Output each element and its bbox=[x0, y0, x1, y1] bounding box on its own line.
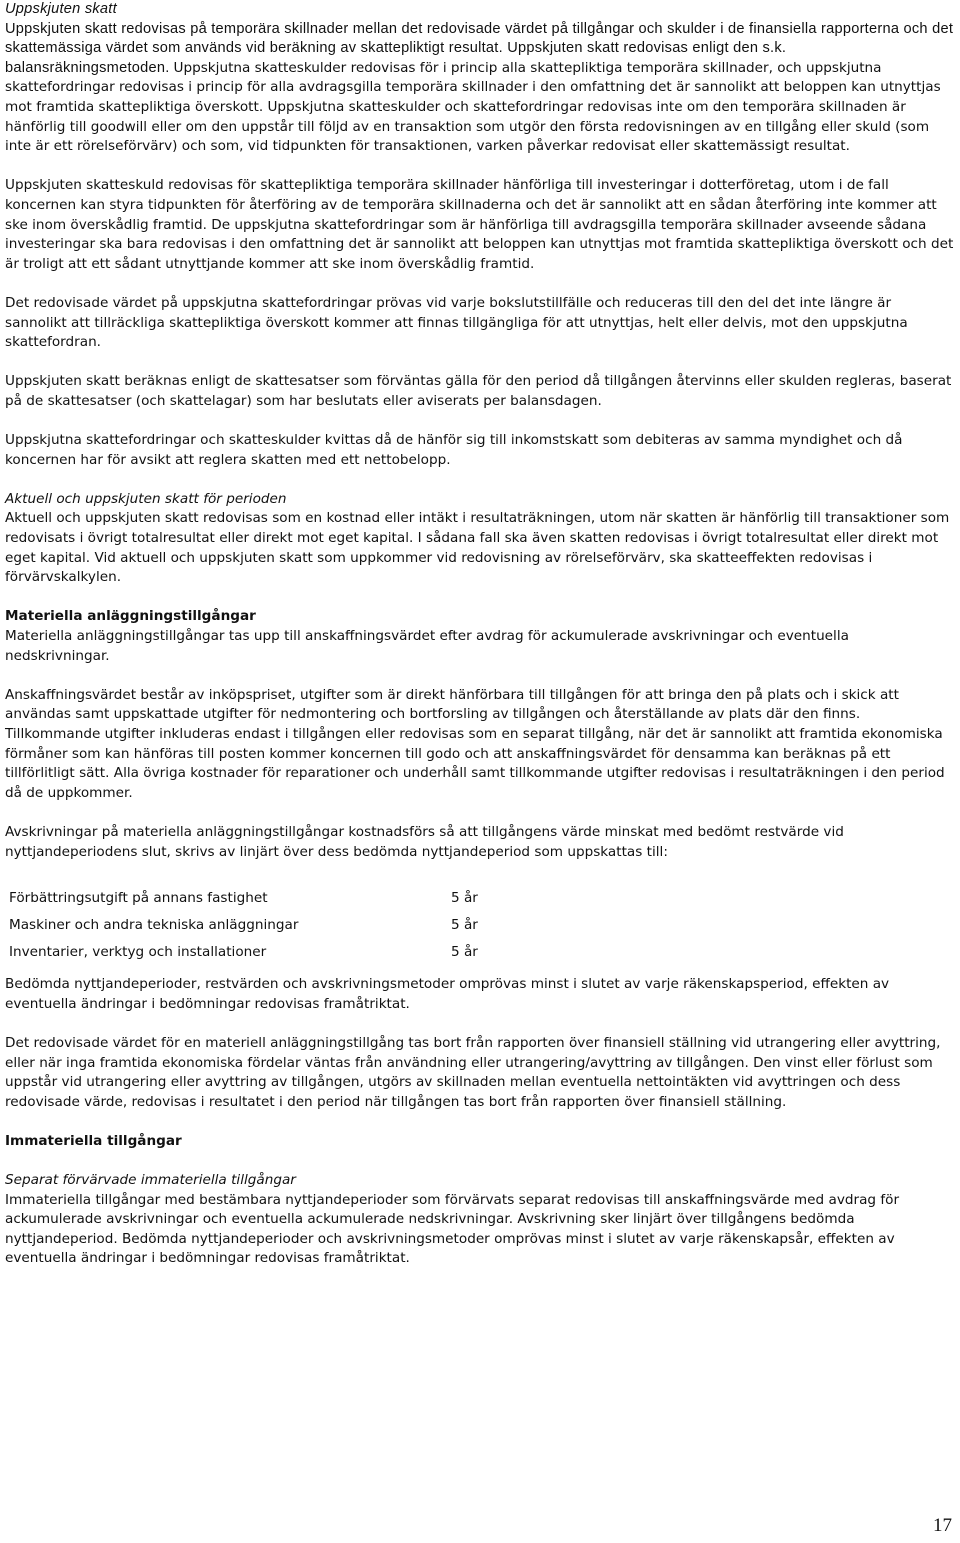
paragraph-uppskjuten-1 bbox=[5, 20, 955, 157]
depreciation-item: Inventarier, verktyg och installationer bbox=[9, 943, 267, 960]
table-row bbox=[9, 911, 478, 938]
section-heading-uppskjuten-skatt: Uppskjuten skatt bbox=[5, 1, 117, 17]
paragraph-immateriella-1: Immateriella tillgångar med bestämbara nyttjandeperioder som förvärvats separat redovisas till anskaffningsvärde med avdrag för ackumulerade avskrivningar och eventuella ackumulerade nedskrivningar. Avskrivning sker linjärt över tillgångens bedömda nyttjandeperiod. Bedömda nyttjandeperioder och avskrivningsmetoder omprövas minst i slutet av varje räkenskapsår, effekten av eventuella ändringar i bedömningar redovisas framåtriktat. bbox=[5, 1191, 900, 1267]
section-heading-aktuell-skatt: Aktuell och uppskjuten skatt för perioden bbox=[5, 490, 287, 507]
depreciation-item: Förbättringsutgift på annans fastighet bbox=[9, 889, 268, 906]
paragraph-materiella-4: Bedömda nyttjandeperioder, restvärden och avskrivningsmetoder omprövas minst i slutet av varje räkenskapsperiod, effekten av eventuella ändringar i bedömningar redovisas framåtriktat. bbox=[5, 976, 890, 1012]
paragraph-materiella-3: Avskrivningar på materiella anläggningstillgångar kostnadsförs så att tillgångens värde minskat med bedömt restvärde vid nyttjandeperiodens slut, skrivs av linjärt över dess bedömda nyttjandeperiod som uppskattas till: bbox=[5, 823, 844, 860]
subheading-separat-forvarvade: Separat förvärvade immateriella tillgångar bbox=[5, 1172, 296, 1189]
document-page bbox=[5, 0, 955, 1269]
depreciation-period: 5 år bbox=[451, 916, 478, 933]
paragraph-uppskjuten-3: Det redovisade värdet på uppskjutna skattefordringar prövas vid varje bokslutstillfälle och reduceras till den del det inte längre är sannolikt att tillräckliga skattepliktiga överskott kommer att finnas tillgängliga för att utnyttjas, helt eller delvis, mot den uppskjutna skattefordran. bbox=[5, 294, 908, 351]
depreciation-table bbox=[9, 884, 478, 965]
depreciation-period: 5 år bbox=[451, 943, 478, 960]
page-number: 17 bbox=[933, 1515, 952, 1536]
paragraph-materiella-2: Anskaffningsvärdet består av inköpspriset, utgifter som är direkt hänförbara till tillgången för att bringa den på plats och i skick att användas samt uppskattade utgifter för nedmontering och bortforsling av tillgången och återställande av plats där den finns. Tillkommande utgifter inkluderas endast i tillgången eller redovisas som en separat tillgång, när det är sannolikt att framtida ekonomiska förmåner som kan hänföras till posten kommer koncernen till godo och att anskaffningsvärdet för densamma kan beräknas på ett tillförlitligt sätt. Alla övriga kostnader för reparationer och underhåll samt tillkommande utgifter redovisas i resultaträkningen i den period då de uppkommer. bbox=[5, 686, 945, 801]
depreciation-item: Maskiner och andra tekniska anläggningar bbox=[9, 916, 299, 933]
paragraph-uppskjuten-1-part-b: Uppskjutna skatteskulder redovisas för i princip alla skattepliktiga temporära skillnader, och uppskjutna skattefordringar redovisas i princip för alla avdragsgilla temporära skillnader i den omfattning det är sannolikt att beloppen kan utnyttjas mot framtida skattepliktiga överskott. Uppskjutna skatteskulder och skattefordringar redovisas inte om den temporära skillnaden är hänförlig till goodwill eller om den uppstår till följd av en transaktion som utgör den första redovisningen av en tillgång eller skuld (som inte är ett rörelseförvärv) och som, vid tidpunkten för transaktionen, varken påverkar redovisat eller skattemässigt resultat. bbox=[5, 59, 941, 155]
table-row bbox=[9, 884, 478, 911]
paragraph-uppskjuten-5: Uppskjutna skattefordringar och skatteskulder kvittas då de hänför sig till inkomstskatt som debiteras av samma myndighet och då koncernen har för avsikt att reglera skatten med ett nettobelopp. bbox=[5, 432, 903, 468]
depreciation-period: 5 år bbox=[451, 889, 478, 906]
paragraph-uppskjuten-4: Uppskjuten skatt beräknas enligt de skattesatser som förväntas gälla för den period då tillgången återvinns eller skulden regleras, baserat på de skattesatser (och skattelagar) som har beslutats eller aviserats per balansdagen. bbox=[5, 373, 952, 409]
table-row bbox=[9, 938, 478, 965]
paragraph-uppskjuten-1-part-a: Uppskjuten skatt redovisas på temporära skillnader mellan det redovisade värdet på tillgångar och skulder i de finansiella rapporterna och det skattemässiga värdet som används vid beräkning av skattepliktigt resultat. Uppskjuten skatt redovisas enligt den s.k. balansräkningsmetoden. bbox=[5, 20, 954, 76]
section-heading-materiella: Materiella anläggningstillgångar bbox=[5, 608, 256, 625]
paragraph-aktuell-1: Aktuell och uppskjuten skatt redovisas som en kostnad eller intäkt i resultaträkningen, utom när skatten är hänförlig till transaktioner som redovisats i övrigt totalresultat eller direkt mot eget kapital. I sådana fall ska även skatten redovisas i övrigt totalresultat eller direkt mot eget kapital. Vid aktuell och uppskjuten skatt som uppkommer vid redovisning av rörelseförvärv, ska skatteeffekten redovisas i förvärvskalkylen. bbox=[5, 510, 950, 586]
paragraph-materiella-1: Materiella anläggningstillgångar tas upp till anskaffningsvärdet efter avdrag för ackumulerade avskrivningar och eventuella nedskrivningar. bbox=[5, 628, 849, 664]
paragraph-uppskjuten-2: Uppskjuten skatteskuld redovisas för skattepliktiga temporära skillnader hänförliga till investeringar i dotterföretag, utom i de fall koncernen kan styra tidpunkten för återföring av de temporära skillnaderna och det är sannolikt att en sådan återföring inte kommer att ske inom överskådlig framtid. De uppskjutna skattefordringar som är hänförliga till avdragsgilla temporära skillnader avseende sådana investeringar ska bara redovisas i den omfattning det är sannolikt att beloppen kan utnyttjas mot framtida skattepliktiga överskott och det är troligt att ett sådant utnyttjande kommer att ske inom överskådlig framtid. bbox=[5, 177, 954, 272]
section-heading-immateriella: Immateriella tillgångar bbox=[5, 1132, 182, 1149]
paragraph-materiella-5: Det redovisade värdet för en materiell anläggningstillgång tas bort från rapporten över finansiell ställning vid utrangering eller avyttring, eller när inga framtida ekonomiska fördelar väntas från användning eller utrangering/avyttring av tillgången. Den vinst eller förlust som uppstår vid utrangering eller avyttring av tillgången, utgörs av skillnaden mellan eventuella nettointäkten vid avyttringen och dess redovisade värde, redovisas i resultatet i den period när tillgången tas bort från rapporten över finansiell ställning. bbox=[5, 1034, 941, 1110]
